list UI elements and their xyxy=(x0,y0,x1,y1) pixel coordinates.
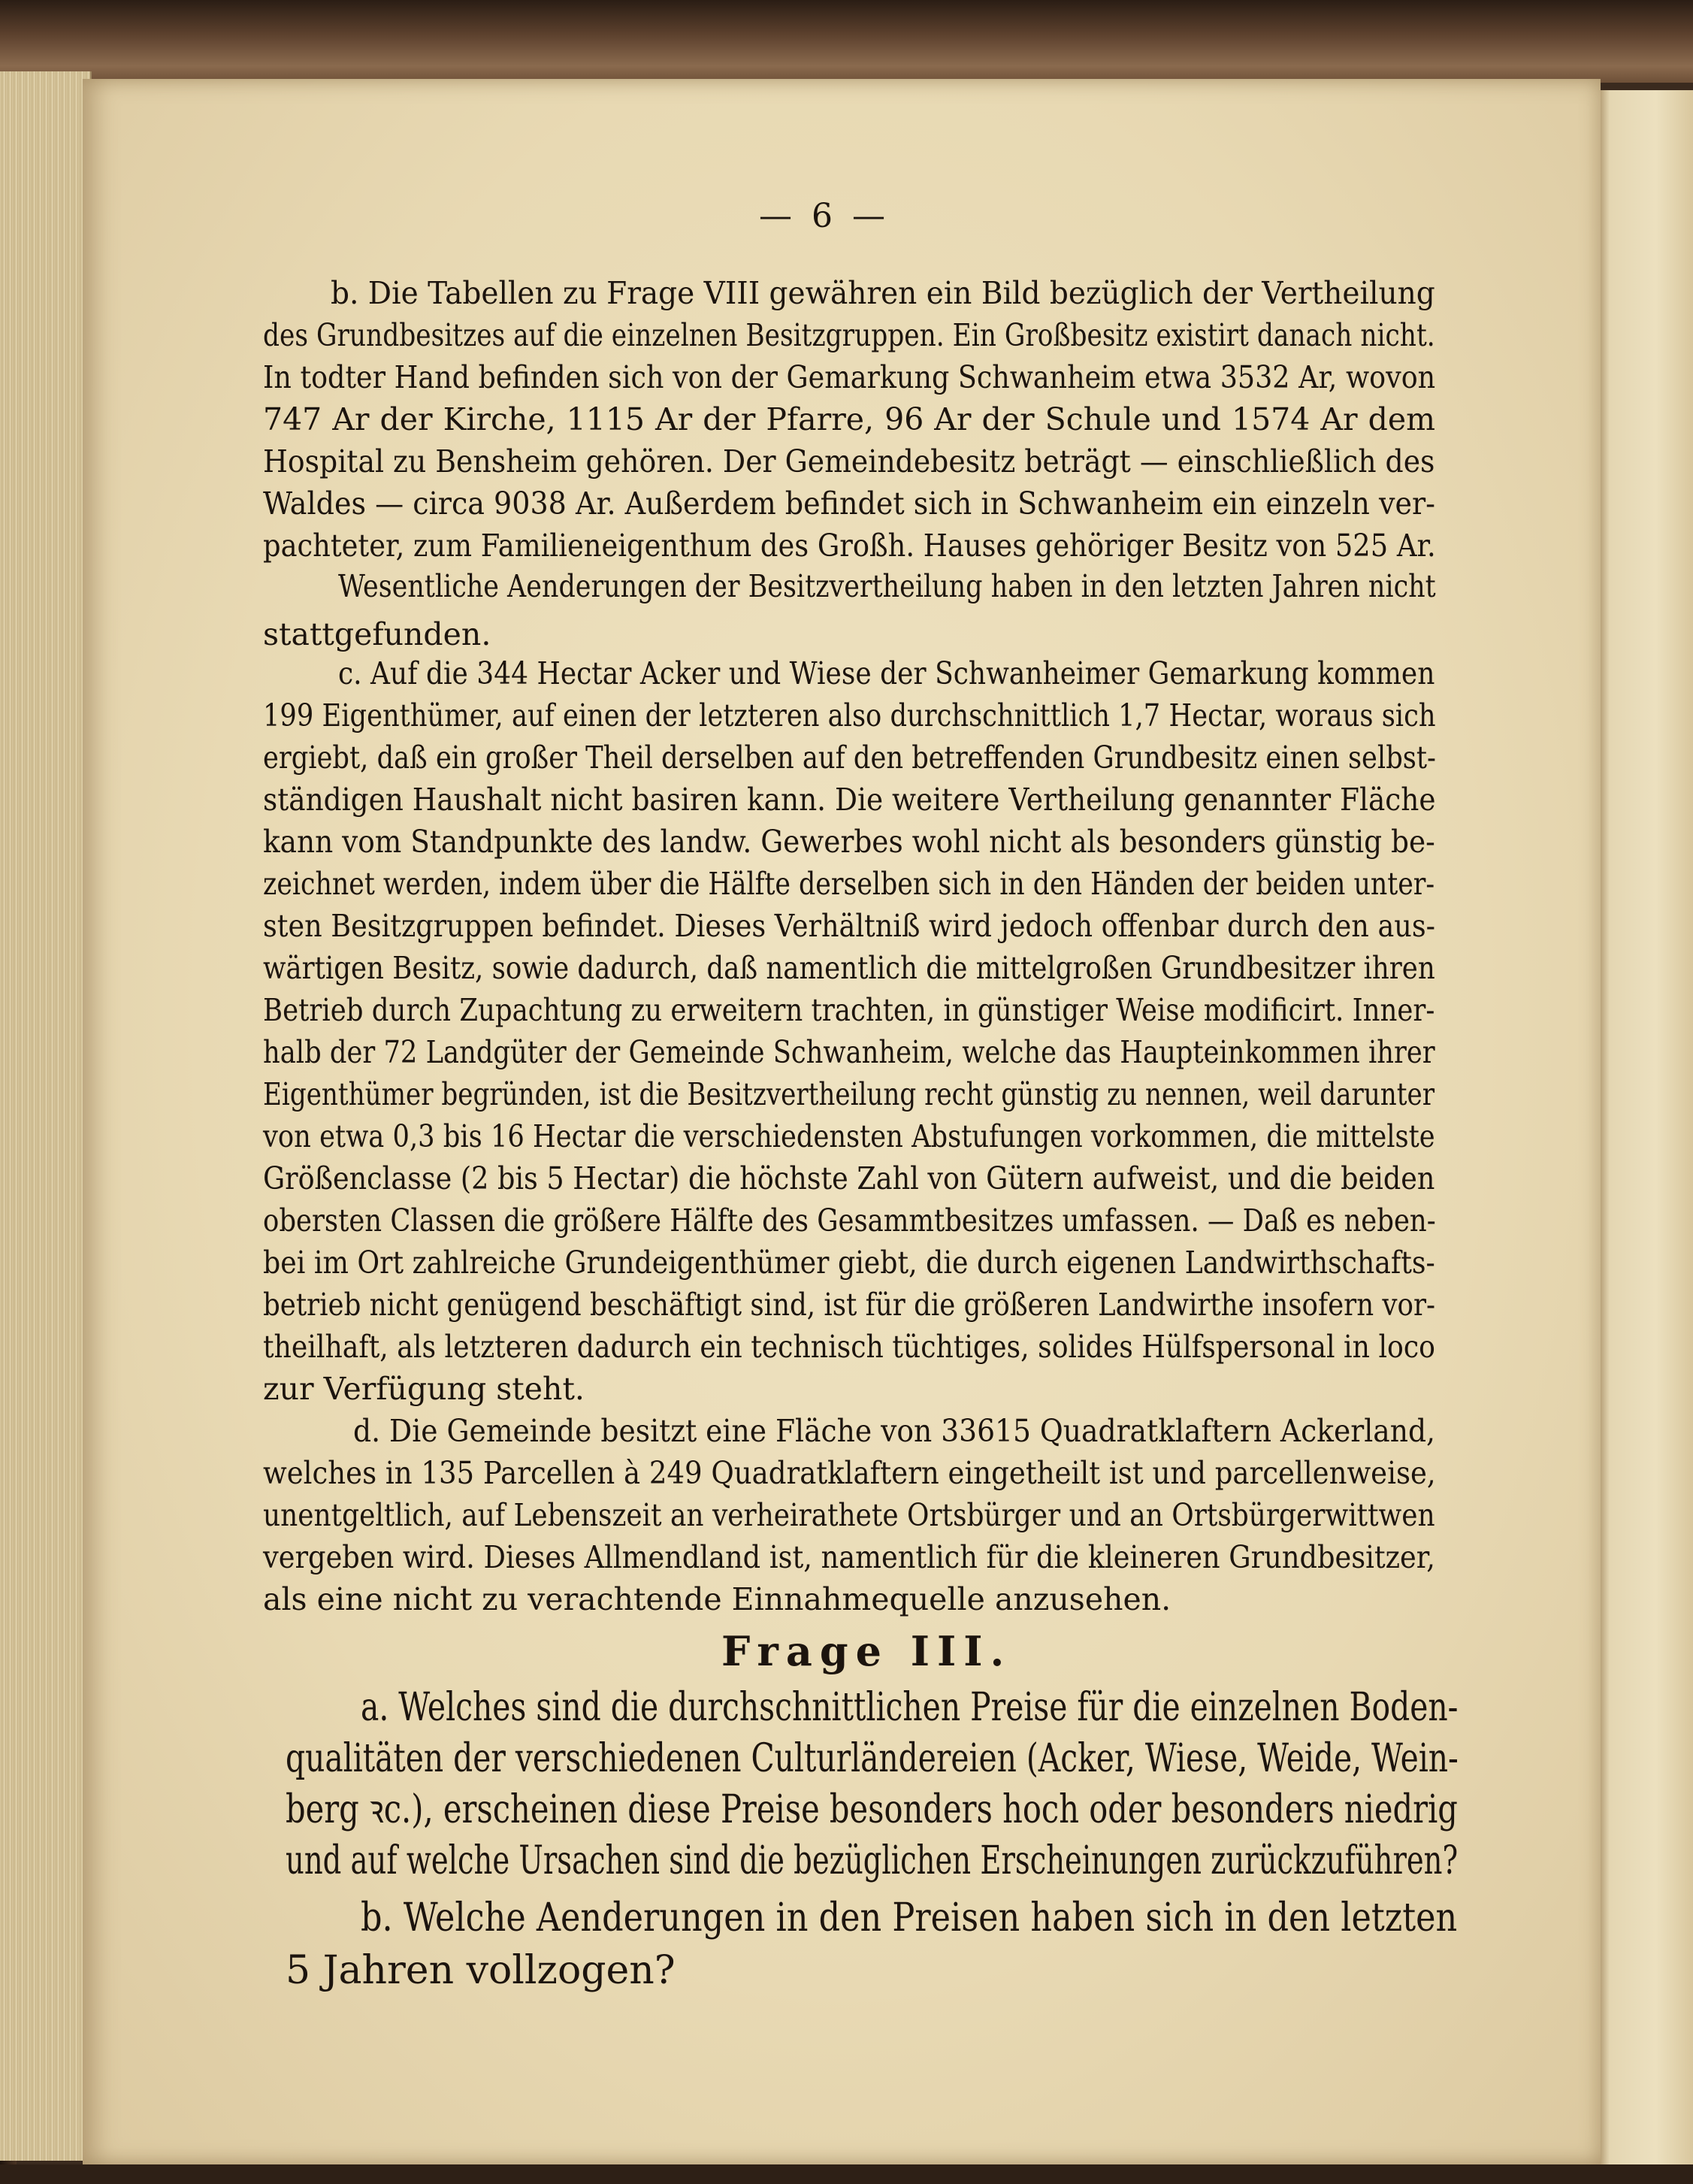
question-a-line: a. Welches sind die durchschnittlichen Preise für die einzelnen Boden- xyxy=(361,1685,1459,1730)
paragraph-c-line: halb der 72 Landgüter der Gemeinde Schwanheim, welche das Haupteinkommen ihrer xyxy=(263,1034,1435,1070)
book-bottom-edge xyxy=(0,2164,1693,2184)
paragraph-d-line: welches in 135 Parcellen à 249 Quadratklaftern eingetheilt ist und parcellenweise, xyxy=(263,1455,1436,1491)
paragraph-b-line: Waldes — circa 9038 Ar. Außerdem befindet sich in Schwanheim ein einzeln ver- xyxy=(263,486,1436,522)
paragraph-c-line: obersten Classen die größere Hälfte des Gesammtbesitzes umfassen. — Daß es neben- xyxy=(263,1202,1436,1239)
paragraph-b-line: In todter Hand befinden sich von der Gemarkung Schwanheim etwa 3532 Ar, wovon xyxy=(263,359,1436,395)
paragraph-c-line: sten Besitzgruppen befindet. Dieses Verhältniß wird jedoch offenbar durch den aus- xyxy=(263,908,1435,944)
paragraph-d-line: d. Die Gemeinde besitzt eine Fläche von 33615 Quadratklaftern Ackerland, xyxy=(353,1413,1436,1449)
question-a-line: berg ꝛc.), erscheinen diese Preise besonders hoch oder besonders niedrig xyxy=(286,1787,1458,1832)
paragraph-b-line: pachteter, zum Familieneigenthum des Großh. Hauses gehöriger Besitz von 525 Ar. xyxy=(263,528,1436,564)
question-b-line: 5 Jahren vollzogen? xyxy=(286,1948,676,1993)
paragraph-d-line: als eine nicht zu verachtende Einnahmequelle anzusehen. xyxy=(263,1581,1171,1617)
paragraph-b-line: b. Die Tabellen zu Frage VIII gewähren ein Bild bezüglich der Vertheilung xyxy=(331,275,1435,311)
stacked-page-edges xyxy=(0,71,92,2161)
paragraph-c-line: Größenclasse (2 bis 5 Hectar) die höchste Zahl von Gütern aufweist, und die beiden xyxy=(263,1160,1435,1196)
paragraph-c-line: zeichnet werden, indem über die Hälfte derselben sich in den Händen der beiden unter- xyxy=(263,866,1435,902)
paragraph-c-line: zur Verfügung steht. xyxy=(263,1371,585,1407)
paragraph-c-line: betrieb nicht genügend beschäftigt sind, ist für die größeren Landwirthe insofern vor- xyxy=(263,1287,1435,1323)
paragraph-c-line: Eigenthümer begründen, ist die Besitzvertheilung recht günstig zu nennen, weil darunter xyxy=(263,1076,1435,1112)
page-number: — 6 — xyxy=(759,197,890,235)
paragraph-b-line: des Grundbesitzes auf die einzelnen Besitzgruppen. Ein Großbesitz existirt danach nicht. xyxy=(263,317,1435,353)
book-top-edge xyxy=(0,0,1693,83)
paragraph-c-line: theilhaft, als letzteren dadurch ein technisch tüchtiges, solides Hülfspersonal in loco xyxy=(263,1329,1435,1365)
question-a-line: qualitäten der verschiedenen Culturländereien (Acker, Wiese, Weide, Wein- xyxy=(286,1736,1459,1781)
paragraph-b-line: stattgefunden. xyxy=(263,616,491,652)
paragraph-b-line: Hospital zu Bensheim gehören. Der Gemeindebesitz beträgt — einschließlich des xyxy=(263,443,1435,479)
question-b-line: b. Welche Aenderungen in den Preisen haben sich in den letzten xyxy=(361,1895,1458,1940)
paragraph-c-line: bei im Ort zahlreiche Grundeigenthümer giebt, die durch eigenen Landwirthschafts- xyxy=(263,1245,1435,1281)
paragraph-c-line: ergiebt, daß ein großer Theil derselben auf den betreffenden Grundbesitz einen selbst- xyxy=(263,740,1436,776)
paragraph-d-line: unentgeltlich, auf Lebenszeit an verheirathete Ortsbürger und an Ortsbürgerwittwen xyxy=(263,1497,1435,1533)
paragraph-c-line: 199 Eigenthümer, auf einen der letzteren also durchschnittlich 1,7 Hectar, woraus sich xyxy=(263,697,1436,734)
section-heading: Frage III. xyxy=(721,1627,1012,1675)
paragraph-b-line: 747 Ar der Kirche, 1115 Ar der Pfarre, 96 Ar der Schule und 1574 Ar dem xyxy=(263,401,1435,437)
question-a-line: und auf welche Ursachen sind die bezüglichen Erscheinungen zurückzuführen? xyxy=(286,1838,1459,1883)
paragraph-c-line: ständigen Haushalt nicht basiren kann. Die weitere Vertheilung genannter Fläche xyxy=(263,782,1436,818)
paragraph-c-line: kann vom Standpunkte des landw. Gewerbes wohl nicht als besonders günstig be- xyxy=(263,824,1435,860)
paragraph-d-line: vergeben wird. Dieses Allmendland ist, namentlich für die kleineren Grundbesitzer, xyxy=(263,1539,1435,1575)
paragraph-c-line: Betrieb durch Zupachtung zu erweitern trachten, in günstiger Weise modificirt. Inner- xyxy=(263,992,1435,1028)
paragraph-b-line: Wesentliche Aenderungen der Besitzvertheilung haben in den letzten Jahren nicht xyxy=(338,568,1436,604)
paragraph-c-line: wärtigen Besitz, sowie dadurch, daß namentlich die mittelgroßen Grundbesitzer ihren xyxy=(263,950,1435,986)
next-page-edge xyxy=(1601,90,1693,2164)
paragraph-c-line: von etwa 0,3 bis 16 Hectar die verschiedensten Abstufungen vorkommen, die mittelste xyxy=(263,1118,1435,1154)
paragraph-c-line: c. Auf die 344 Hectar Acker und Wiese der Schwanheimer Gemarkung kommen xyxy=(338,655,1435,691)
